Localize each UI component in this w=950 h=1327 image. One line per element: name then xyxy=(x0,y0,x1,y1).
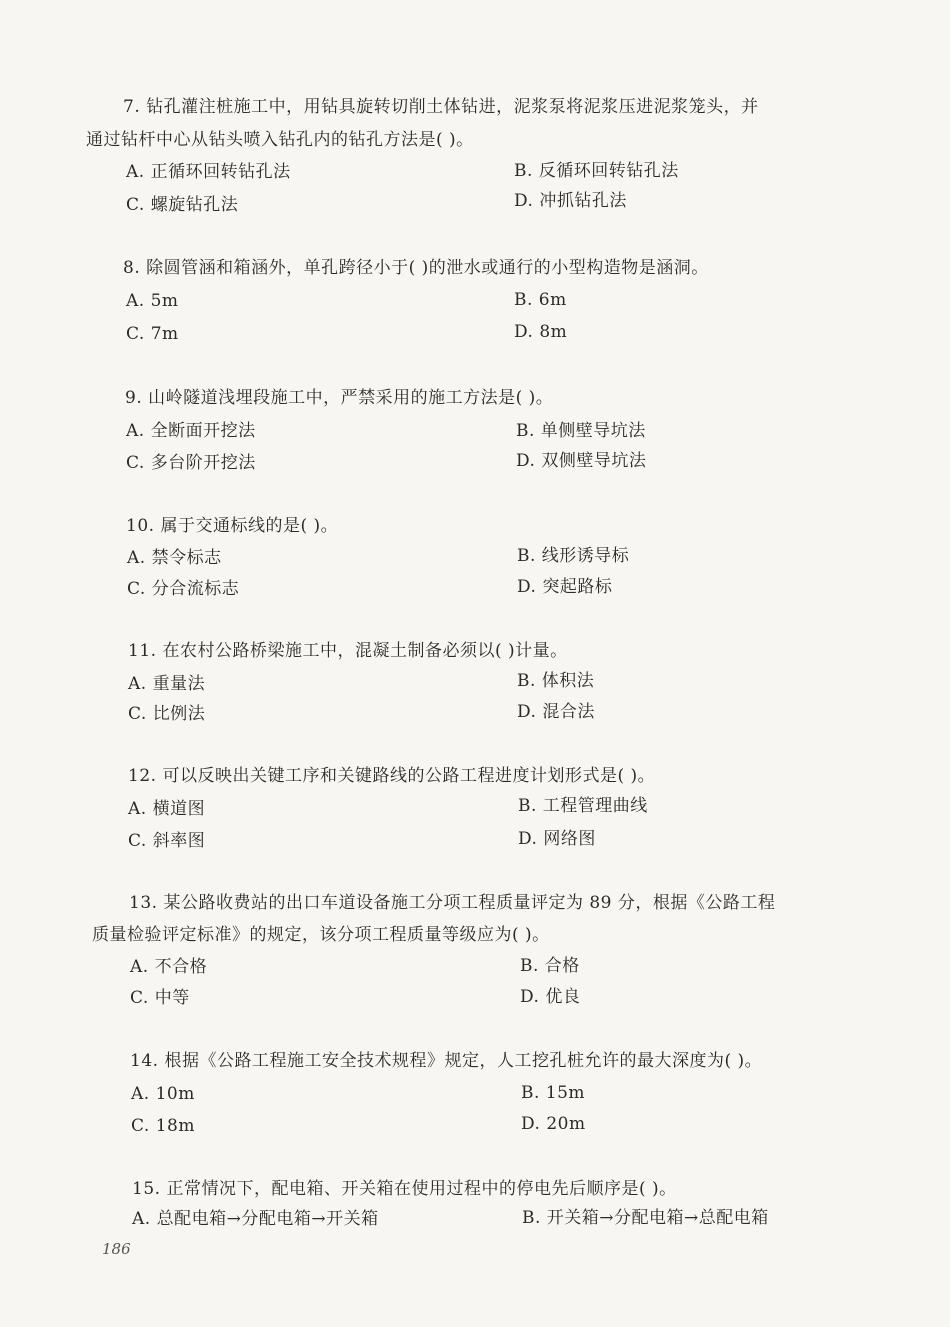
option-b: B. 开关箱→分配电箱→总配电箱 xyxy=(522,1208,769,1228)
option-d: D. 优良 xyxy=(520,987,581,1007)
question-stem: 7. 钻孔灌注桩施工中，用钻具旋转切削土体钻进，泥浆泵将泥浆压进泥浆笼头，并 xyxy=(123,97,759,117)
option-a: A. 横道图 xyxy=(128,799,206,819)
option-d: D. 混合法 xyxy=(517,702,595,722)
question-stem: 14. 根据《公路工程施工安全技术规程》规定，人工挖孔桩允许的最大深度为( )。 xyxy=(130,1051,763,1071)
question-stem: 12. 可以反映出关键工序和关键路线的公路工程进度计划形式是( )。 xyxy=(128,766,656,786)
option-d: D. 双侧壁导坑法 xyxy=(516,451,647,471)
option-b: B. 6m xyxy=(514,290,567,310)
page-number: 186 xyxy=(102,1240,131,1258)
question-stem: 13. 某公路收费站的出口车道设备施工分项工程质量评定为 89 分，根据《公路工程 xyxy=(129,893,776,913)
option-c: C. 斜率图 xyxy=(128,831,206,851)
option-d: D. 8m xyxy=(514,322,568,342)
question-stem: 9. 山岭隧道浅埋段施工中，严禁采用的施工方法是( )。 xyxy=(125,388,554,408)
option-a: A. 10m xyxy=(131,1084,195,1104)
option-a: A. 5m xyxy=(126,291,179,311)
option-a: A. 禁令标志 xyxy=(127,548,222,568)
option-b: B. 单侧壁导坑法 xyxy=(516,421,646,441)
option-d: D. 网络图 xyxy=(518,829,596,849)
option-a: A. 正循环回转钻孔法 xyxy=(126,162,291,182)
option-c: C. 中等 xyxy=(130,988,190,1008)
question-stem: 8. 除圆管涵和箱涵外，单孔跨径小于( )的泄水或通行的小型构造物是涵洞。 xyxy=(123,258,709,278)
option-b: B. 线形诱导标 xyxy=(517,546,630,566)
option-a: A. 不合格 xyxy=(130,957,208,977)
option-b: B. 15m xyxy=(521,1083,586,1103)
option-c: C. 7m xyxy=(126,324,179,344)
option-c: C. 18m xyxy=(131,1116,195,1136)
option-c: C. 分合流标志 xyxy=(127,579,240,599)
option-b: B. 工程管理曲线 xyxy=(518,796,648,816)
option-a: A. 重量法 xyxy=(128,674,206,694)
question-stem: 11. 在农村公路桥梁施工中，混凝土制备必须以( )计量。 xyxy=(128,641,568,661)
option-b: B. 反循环回转钻孔法 xyxy=(514,161,679,181)
question-stem-continued: 通过钻杆中心从钻头喷入钻孔内的钻孔方法是( )。 xyxy=(86,130,474,150)
question-stem-continued: 质量检验评定标准》的规定，该分项工程质量等级应为( )。 xyxy=(92,925,550,945)
question-stem: 10. 属于交通标线的是( )。 xyxy=(126,516,339,536)
option-a: A. 总配电箱→分配电箱→开关箱 xyxy=(132,1209,379,1229)
option-c: C. 多台阶开挖法 xyxy=(126,453,256,473)
option-d: D. 20m xyxy=(521,1114,586,1134)
option-d: D. 突起路标 xyxy=(517,577,613,597)
option-b: B. 体积法 xyxy=(517,671,595,691)
option-a: A. 全断面开挖法 xyxy=(126,421,256,441)
option-b: B. 合格 xyxy=(520,956,580,976)
question-stem: 15. 正常情况下，配电箱、开关箱在使用过程中的停电先后顺序是( )。 xyxy=(132,1179,677,1199)
option-d: D. 冲抓钻孔法 xyxy=(514,191,627,211)
option-c: C. 比例法 xyxy=(128,704,206,724)
option-c: C. 螺旋钻孔法 xyxy=(126,195,239,215)
